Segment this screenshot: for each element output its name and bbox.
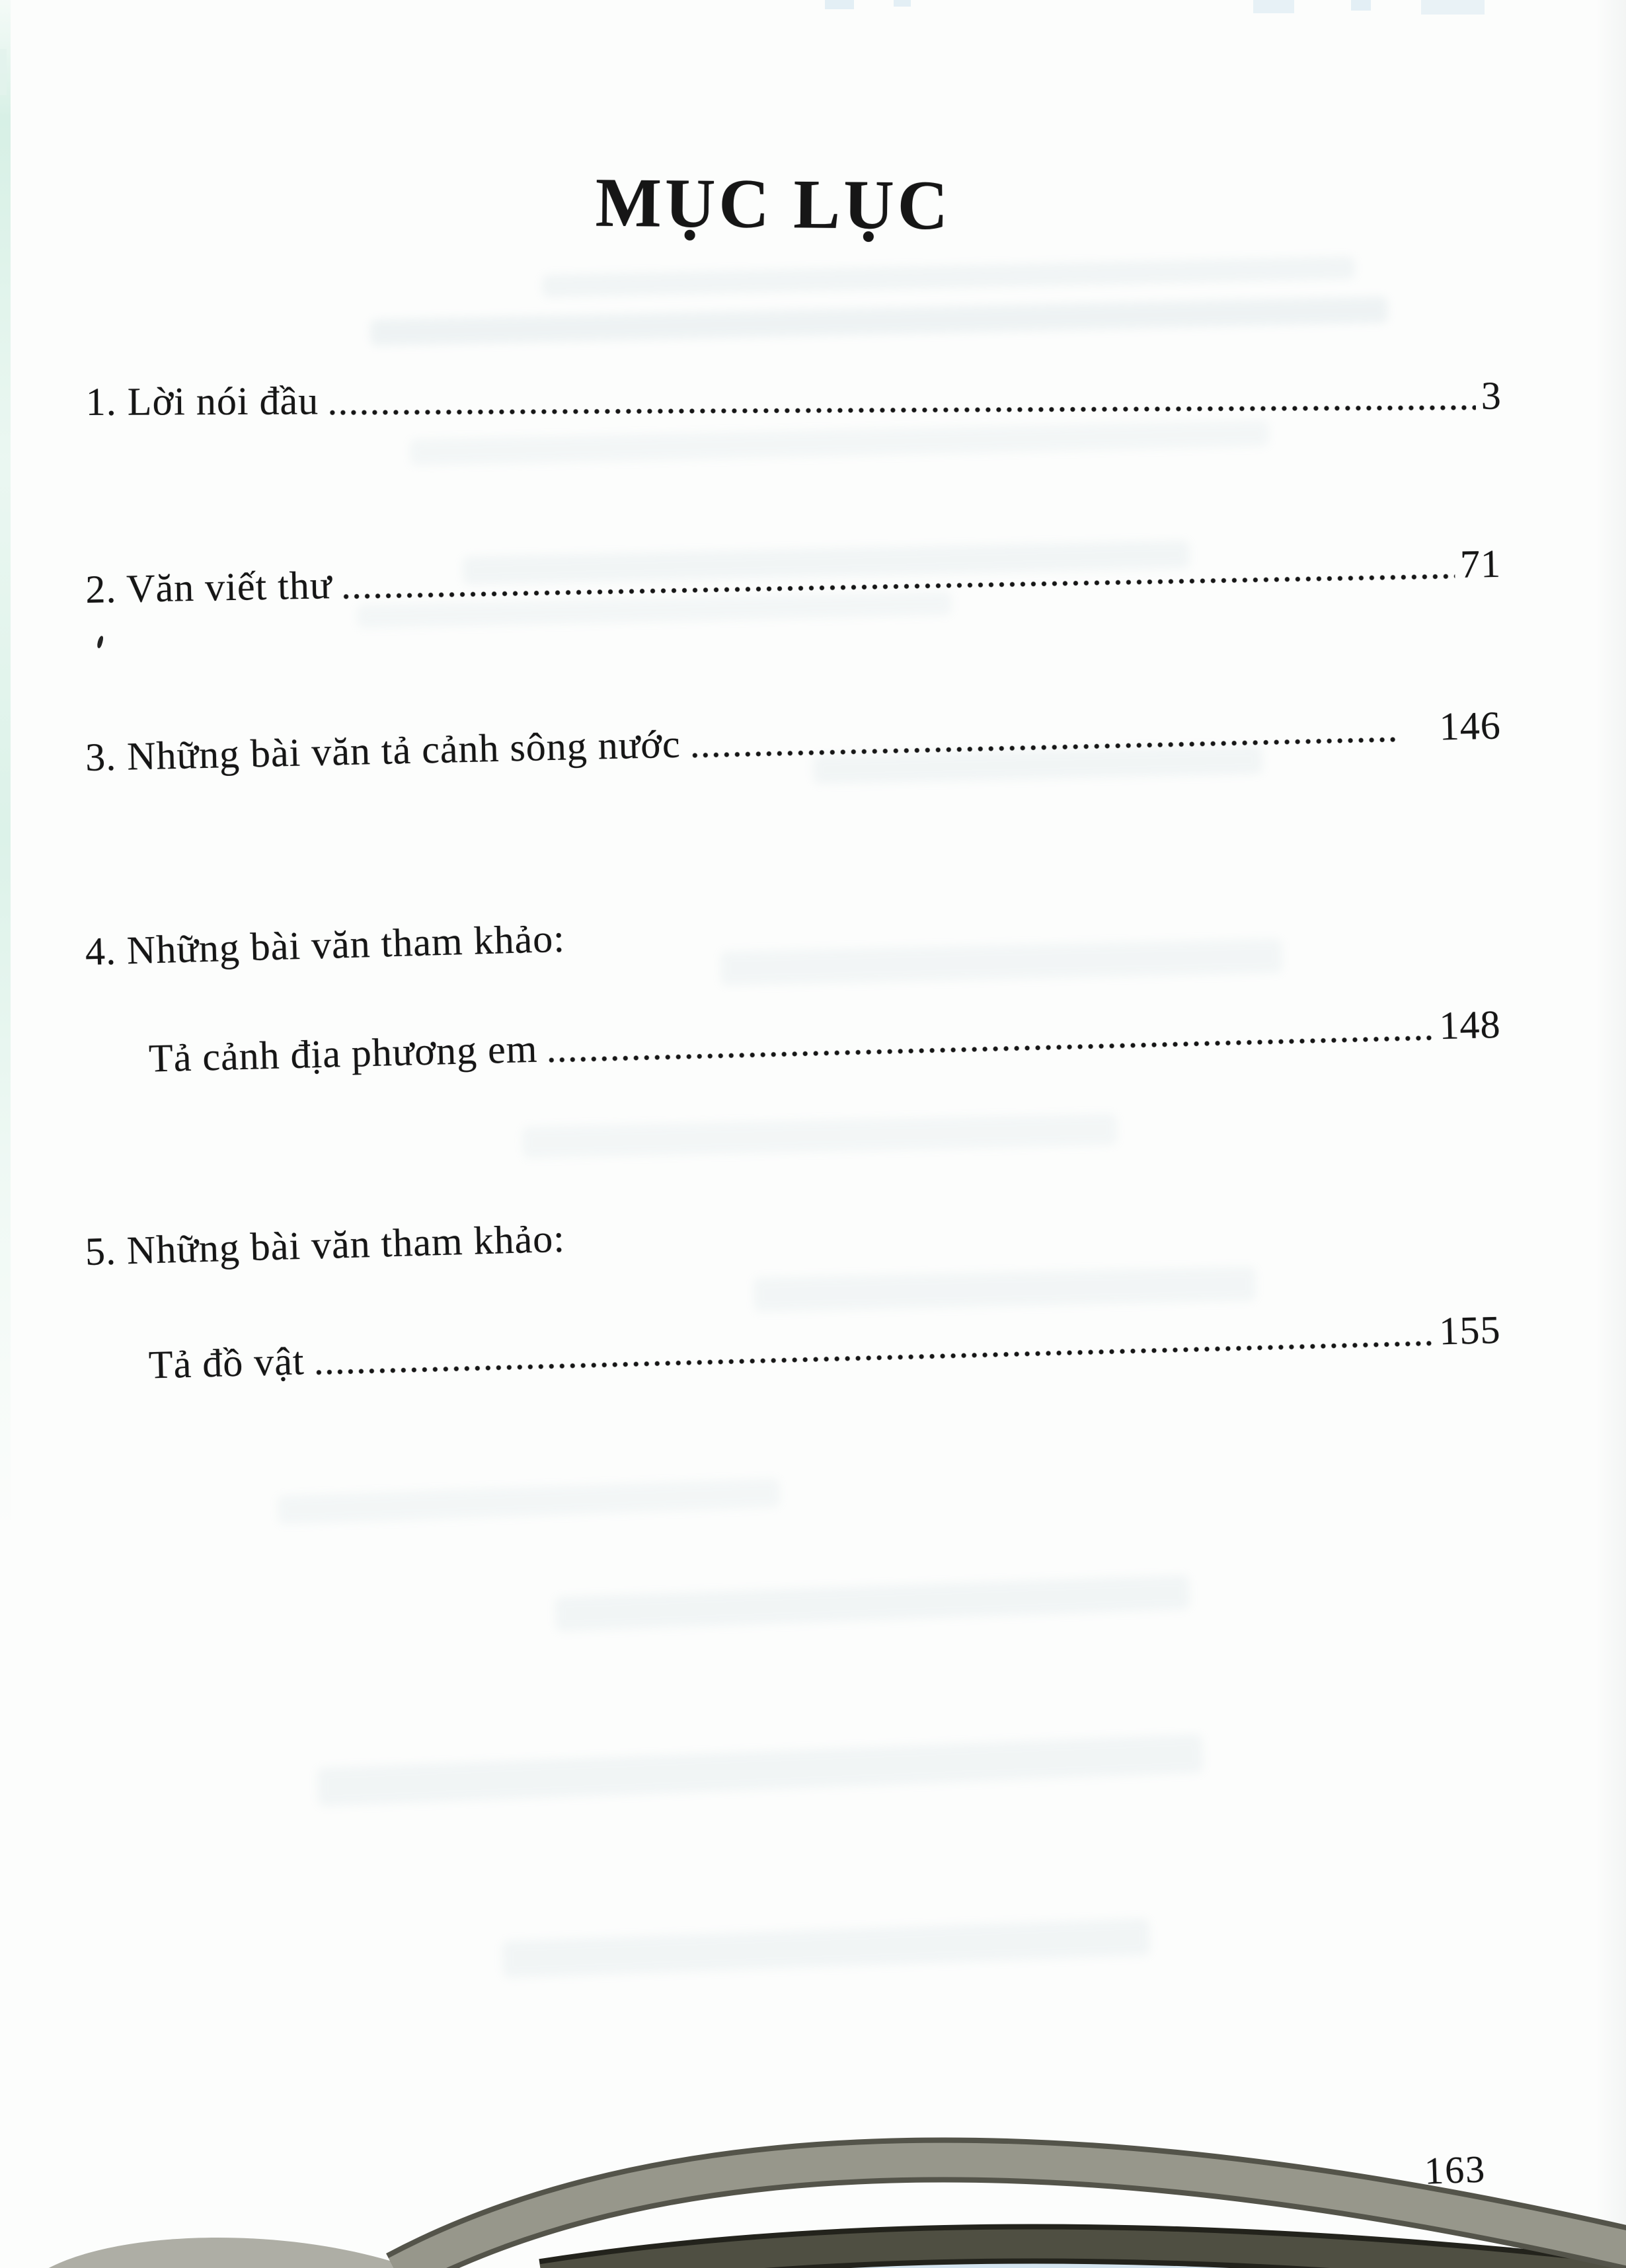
top-edge-scan-artifact [825, 0, 854, 9]
toc-entry-label: 3. Những bài văn tả cảnh sông nước [85, 722, 681, 780]
toc-entry-label: 5. Những bài văn tham khảo: [85, 1216, 566, 1274]
ghost-bleedthrough-text [502, 1918, 1150, 1978]
page-number: 163 [1423, 2147, 1487, 2193]
ghost-bleedthrough-text [277, 1478, 780, 1525]
top-edge-scan-artifact [0, 49, 7, 95]
dotted-leader [549, 1034, 1434, 1063]
toc-entry-page-number: 148 [1438, 1002, 1502, 1048]
toc-entry [85, 888, 1501, 975]
dotted-leader [329, 404, 1476, 416]
toc-entry-page-number: 146 [1438, 703, 1502, 749]
toc-entry [85, 701, 1501, 781]
ghost-bleedthrough-text [317, 1734, 1203, 1806]
dotted-leader [315, 1340, 1434, 1376]
dotted-leader [691, 736, 1399, 759]
toc-entry [85, 1188, 1501, 1275]
bottom-decorative-arcs [0, 2017, 1626, 2268]
page-title: MỤC LỤC [595, 163, 952, 245]
ghost-bleedthrough-text [370, 297, 1389, 346]
toc-entry [85, 1306, 1501, 1390]
toc-entry [85, 540, 1502, 613]
toc-entry [86, 372, 1502, 426]
toc-entry [85, 1001, 1501, 1084]
top-edge-scan-artifact [894, 0, 911, 7]
toc-entry-label: 2. Văn viết thư [85, 563, 332, 612]
ghost-bleedthrough-text [555, 1575, 1190, 1631]
toc-entry-label: Tả đồ vật [148, 1339, 305, 1387]
toc-entry-page-number: 71 [1459, 541, 1502, 586]
toc-entry-page-number: 3 [1481, 373, 1502, 418]
toc-entry-label: 4. Những bài văn tham khảo: [85, 916, 566, 974]
right-edge-scan-shadow [1596, 0, 1626, 2268]
table-of-contents [85, 373, 1502, 1390]
top-edge-scan-artifact [1351, 0, 1371, 11]
toc-entry-label: 1. Lời nói đầu [85, 379, 319, 424]
top-edge-scan-artifact [1253, 0, 1294, 13]
left-gray-bump-shape [46, 2238, 416, 2268]
ghost-bleedthrough-text [542, 256, 1355, 297]
toc-entry-label: Tả cảnh địa phương em [148, 1026, 539, 1080]
toc-entry-page-number: 155 [1438, 1307, 1502, 1353]
top-edge-scan-artifact [1421, 0, 1485, 15]
dotted-leader [343, 573, 1455, 600]
